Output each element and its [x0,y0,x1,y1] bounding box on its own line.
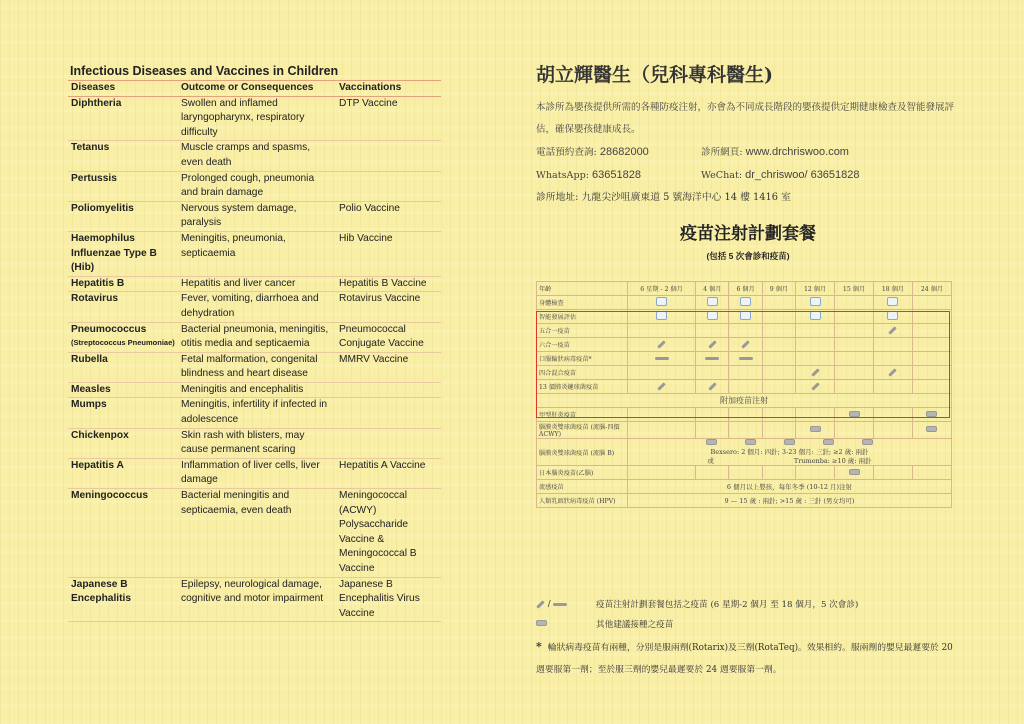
checkup-icon [707,297,718,306]
disease-cell [68,352,178,382]
table-row [68,201,441,231]
disease-cell [68,201,178,231]
whatsapp-label: WhatsApp: [536,170,589,181]
disease-name: Chickenpox [71,429,129,441]
outcome-cell: Meningitis and encephalitis [178,382,336,398]
schedule-row [537,408,952,422]
schedule-cell [874,296,913,310]
schedule-cell [762,466,795,480]
vaccine-cell: Hib Vaccine [336,231,441,276]
table-row [68,428,441,458]
disease-cell [68,276,178,292]
outcome-cell: Fetal malformation, congenital blindness and heart disease [178,352,336,382]
checkup-icon [810,311,821,320]
vaccine-cell [336,382,441,398]
schedule-cell [796,380,835,394]
schedule-cell [729,422,762,439]
schedule-cell [628,380,696,394]
age-column-header: 6 星期 - 2 個月 [628,282,696,296]
schedule-row [537,466,952,480]
trumenba-text: Trumenba: ≥10 歲: 兩針 [793,457,872,465]
vial-icon [849,469,860,475]
syringe-icon [657,340,665,348]
vaccine-cell [336,141,441,171]
outcome-cell: Bacterial pneumonia, meningitis, otitis media and septicaemia [178,322,336,352]
disease-name: Haemophilus Influenzae Type B (Hib) [71,232,157,274]
schedule-cell [874,324,913,338]
schedule-cell [835,408,874,422]
disease-name: Rubella [71,353,108,365]
schedule-cell [874,338,913,352]
phone-label: 電話預約查詢: [536,147,597,158]
checkup-icon [656,311,667,320]
checkup-icon [707,311,718,320]
vial-icon [536,620,547,626]
schedule-cell [628,366,696,380]
outcome-cell: Hepatitis and liver cancer [178,276,336,292]
schedule-row [537,494,952,508]
disease-name: Pneumococcus [71,323,147,335]
schedule-cell [912,324,951,338]
vaccine-row-label: 腦膜炎雙球菌疫苗 (流腦 B) [537,439,628,466]
vial-icon [849,411,860,417]
web-label: 診所網頁: [701,147,743,158]
phone-number: 28682000 [599,146,649,158]
table-row [68,292,441,322]
disease-name: Hepatitis A [71,459,124,471]
schedule-cell [912,352,951,366]
outcome-cell: Bacterial meningitis and septicaemia, even death [178,489,336,578]
schedule-cell [912,338,951,352]
schedule-cell [696,366,729,380]
table-row [68,231,441,276]
syringe-icon [811,368,819,376]
schedule-cell [628,310,696,324]
whatsapp-number: 63651828 [592,169,641,181]
schedule-cell [874,310,913,324]
address-label: 診所地址: [536,192,579,203]
checkup-icon [887,297,898,306]
disease-name: Poliomyelitis [71,202,134,214]
vaccine-cell [336,171,441,201]
vaccine-cell: Hepatitis B Vaccine [336,276,441,292]
syringe-icon [708,382,716,390]
vaccine-row-label: 智能發展評估 [537,310,628,324]
schedule-cell [796,352,835,366]
disease-name: Pertussis [71,172,117,184]
schedule-cell [729,296,762,310]
or-text: 或 [707,457,714,465]
clinic-address [536,187,960,209]
vaccine-cell: Rotavirus Vaccine [336,292,441,322]
syringe-icon [657,382,665,390]
schedule-cell [835,422,874,439]
schedule-row [537,366,952,380]
vaccine-schedule [536,281,952,508]
schedule-cell [762,352,795,366]
outcome-cell: Prolonged cough, pneumonia and brain damage [178,171,336,201]
schedule-table [536,281,952,508]
schedule-cell [729,324,762,338]
vaccine-row-label: 人類乳頭狀病毒疫苗 (HPV) [537,494,628,508]
plan-title: 疫苗注射計劃套餐 [680,224,816,244]
vial-icon [926,411,937,417]
schedule-cell [912,296,951,310]
column-header-diseases: Diseases [68,81,178,97]
schedule-cell [874,380,913,394]
disease-name: Tetanus [71,142,110,154]
table-row [68,141,441,171]
website-link[interactable]: www.drchriswoo.com [745,146,849,158]
vaccine-cell [336,428,441,458]
vaccine-cell: DTP Vaccine [336,96,441,141]
contact-row-1 [536,141,960,164]
disease-subname: (Streptococcus Pneumoniae) [71,338,175,348]
flu-schedule-cell: 6 個月以上嬰孩，每年冬季 (10-12 月)注射 [628,480,952,494]
legend-package-text: 疫苗注射計劃套餐包括之疫苗 (6 星期-2 個月 至 18 個月，5 次會診) [596,600,859,610]
syringe-icon [708,340,716,348]
outcome-cell: Nervous system damage, paralysis [178,201,336,231]
age-column-header: 24 個月 [912,282,951,296]
table-row [68,489,441,578]
spoon-icon [705,357,719,360]
schedule-cell [696,324,729,338]
vaccine-row-label: 六合一疫苗 [537,338,628,352]
vial-icon [784,439,795,445]
syringe-icon [811,382,819,390]
vaccine-row-label: 腦膜炎雙球菌疫苗 (流腦-四價 ACWY) [537,422,628,439]
schedule-cell [796,422,835,439]
schedule-cell [835,296,874,310]
vaccine-row-label: 13 價肺炎鏈球菌疫苗 [537,380,628,394]
schedule-cell [696,338,729,352]
outcome-cell: Meningitis, infertility if infected in adolescence [178,398,336,428]
table-row [68,96,441,141]
schedule-cell [696,422,729,439]
schedule-row [537,352,952,366]
disease-cell [68,96,178,141]
age-column-header: 4 個月 [696,282,729,296]
vial-icon [823,439,834,445]
age-column-header: 12 個月 [796,282,835,296]
schedule-cell [762,422,795,439]
table-row [68,352,441,382]
schedule-cell [696,296,729,310]
hpv-schedule-cell: 9 — 15 歲 : 兩針; >15 歲 : 三針 (男女均可) [628,494,952,508]
disease-cell [68,141,178,171]
schedule-cell [762,296,795,310]
disease-table [68,80,441,622]
vaccine-row-label: 甲型肝炎疫苗 [537,408,628,422]
schedule-cell [874,366,913,380]
schedule-cell [912,366,951,380]
schedule-cell [835,380,874,394]
note-text: 輪狀病毒疫苗有兩種，分別是服兩劑(Rotarix)及三劑(RotaTeq)。效果相約。服兩劑的嬰兒最遲要於 20 週要服第一劑；至於服三劑的嬰兒最遲要於 24 週要服第一劑。 [536,643,953,675]
schedule-row [537,439,952,466]
schedule-cell [729,366,762,380]
schedule-cell [762,338,795,352]
vaccine-row-label: 日本腦炎疫苗(乙腦) [537,466,628,480]
vaccine-cell [336,398,441,428]
schedule-cell [874,352,913,366]
schedule-cell [835,324,874,338]
disease-cell [68,382,178,398]
schedule-cell [796,366,835,380]
syringe-icon [536,600,544,608]
schedule-cell [696,408,729,422]
schedule-cell [835,366,874,380]
legend-other-text: 其他建議接種之疫苗 [596,620,674,630]
schedule-cell [729,408,762,422]
age-label: 年齡 [537,282,628,296]
schedule-cell [762,380,795,394]
schedule-cell [762,310,795,324]
contact-row-2 [536,164,960,187]
schedule-cell [912,422,951,439]
schedule-row [537,296,952,310]
checkup-icon [810,297,821,306]
schedule-cell [874,466,913,480]
schedule-row [537,338,952,352]
vaccine-row-label: 五合一疫苗 [537,324,628,338]
disease-name: Hepatitis B [71,277,125,289]
checkup-icon [740,297,751,306]
disease-cell [68,489,178,578]
schedule-cell [729,352,762,366]
table-row [68,276,441,292]
column-header-outcome: Outcome or Consequences [178,81,336,97]
syringe-icon [741,340,749,348]
syringe-icon [889,368,897,376]
note-asterisk: * [536,640,542,653]
disease-cell [68,171,178,201]
outcome-cell: Inflammation of liver cells, liver damage [178,458,336,488]
vaccine-row-label: 四合混合疫苗 [537,366,628,380]
disease-name: Japanese B Encephalitis [71,578,132,605]
outcome-cell: Epilepsy, neurological damage, cognitive and motor impairment [178,577,336,622]
schedule-cell [835,310,874,324]
table-row [68,382,441,398]
disease-cell [68,292,178,322]
schedule-cell [628,324,696,338]
outcome-cell: Swollen and inflamed laryngopharynx, respiratory difficulty [178,96,336,141]
outcome-cell: Skin rash with blisters, may cause permanent scaring [178,428,336,458]
vial-icon [862,439,873,445]
disease-name: Rotavirus [71,293,118,305]
disease-name: Diphtheria [71,97,122,109]
additional-vaccines-title: 附加疫苗注射 [537,394,952,408]
vial-icon [926,426,937,432]
vaccine-cell: Meningococcal (ACWY) Polysaccharide Vaccine & Meningococcal B Vaccine [336,489,441,578]
schedule-cell [912,466,951,480]
bexsero-text: Bexsero: 2 個月: 四針; 3-23 個月: 三針; ≥2 歲: 兩針 [710,448,869,456]
disease-table-section [68,64,443,622]
schedule-row [537,380,952,394]
vial-icon [810,426,821,432]
schedule-cell [729,338,762,352]
address-text: 九龍尖沙咀廣東道 5 號海洋中心 14 樓 1416 室 [581,192,791,203]
age-column-header: 18 個月 [874,282,913,296]
schedule-row [537,480,952,494]
schedule-cell [912,310,951,324]
disease-cell [68,322,178,352]
schedule-cell [729,310,762,324]
schedule-cell [729,380,762,394]
disease-name: Meningococcus [71,490,148,502]
vial-icon [706,439,717,445]
wechat-label: WeChat: [701,170,743,181]
vaccine-cell: Polio Vaccine [336,201,441,231]
vaccine-row-label: 流感疫苗 [537,480,628,494]
disease-name: Measles [71,383,111,395]
schedule-cell [696,310,729,324]
section-title: Infectious Diseases and Vaccines in Children [70,64,339,78]
schedule-cell [628,466,696,480]
schedule-cell [796,296,835,310]
table-row [68,458,441,488]
schedule-cell [796,466,835,480]
disease-cell [68,428,178,458]
clinic-intro: 本診所為嬰孩提供所需的各種防疫注射，亦會為不同成長階段的嬰孩提供定期健康檢查及智能發展評估，確保嬰孩健康成長。 [536,102,955,135]
schedule-cell [835,338,874,352]
schedule-cell [796,338,835,352]
legend-row-other [536,614,960,634]
schedule-cell [912,408,951,422]
age-column-header: 9 個月 [762,282,795,296]
men-b-schedule-cell [628,439,952,466]
schedule-cell [762,366,795,380]
outcome-cell: Meningitis, pneumonia, septicaemia [178,231,336,276]
vaccine-cell: Pneumococcal Conjugate Vaccine [336,322,441,352]
age-column-header: 6 個月 [729,282,762,296]
clinic-info [536,60,960,262]
schedule-header-row [537,282,952,296]
checkup-icon [656,297,667,306]
disease-name: Mumps [71,399,107,411]
vaccine-cell: Hepatitis A Vaccine [336,458,441,488]
wechat-id: dr_chriswoo/ 63651828 [745,169,860,181]
schedule-cell [835,352,874,366]
table-row [68,171,441,201]
outcome-cell: Fever, vomiting, diarrhoea and dehydration [178,292,336,322]
schedule-cell [874,422,913,439]
doctor-name: 胡立輝醫生（兒科專科醫生) [536,64,773,86]
schedule-cell [874,408,913,422]
syringe-icon [889,326,897,334]
schedule-row [537,422,952,439]
schedule-cell [796,324,835,338]
disease-cell [68,231,178,276]
table-row [68,398,441,428]
vial-icon [745,439,756,445]
outcome-cell: Muscle cramps and spasms, even death [178,141,336,171]
schedule-cell [835,466,874,480]
schedule-cell [796,310,835,324]
checkup-icon [740,311,751,320]
schedule-cell [796,408,835,422]
table-row [68,577,441,622]
column-header-vaccinations: Vaccinations [336,81,441,97]
schedule-cell [762,324,795,338]
schedule-cell [762,408,795,422]
schedule-cell [628,296,696,310]
schedule-cell [628,422,696,439]
disease-cell [68,458,178,488]
schedule-row [537,324,952,338]
spoon-icon [553,603,567,606]
schedule-cell [628,352,696,366]
vaccine-cell: MMRV Vaccine [336,352,441,382]
checkup-icon [887,311,898,320]
vaccine-cell: Japanese B Encephalitis Virus Vaccine [336,577,441,622]
schedule-cell [696,380,729,394]
schedule-cell [696,466,729,480]
disease-cell [68,577,178,622]
schedule-cell [696,352,729,366]
rotavirus-note [536,636,956,681]
schedule-cell [628,408,696,422]
disease-cell [68,398,178,428]
vaccine-row-label: 身體檢查 [537,296,628,310]
spoon-icon [739,357,753,360]
schedule-cell [729,466,762,480]
vaccine-row-label: 口服輪狀病毒疫苗* [537,352,628,366]
plan-subtitle: (包括 5 次會診和疫苗) [706,251,790,261]
spoon-icon [655,357,669,360]
schedule-cell [628,338,696,352]
legend-row-package: / 疫苗注射計劃套餐包括之疫苗 (6 星期-2 個月 至 18 個月，5 次會診) [536,594,960,614]
legend [536,594,960,634]
additional-header-row [537,394,952,408]
schedule-row [537,310,952,324]
schedule-cell [912,380,951,394]
table-row [68,322,441,352]
age-column-header: 15 個月 [835,282,874,296]
